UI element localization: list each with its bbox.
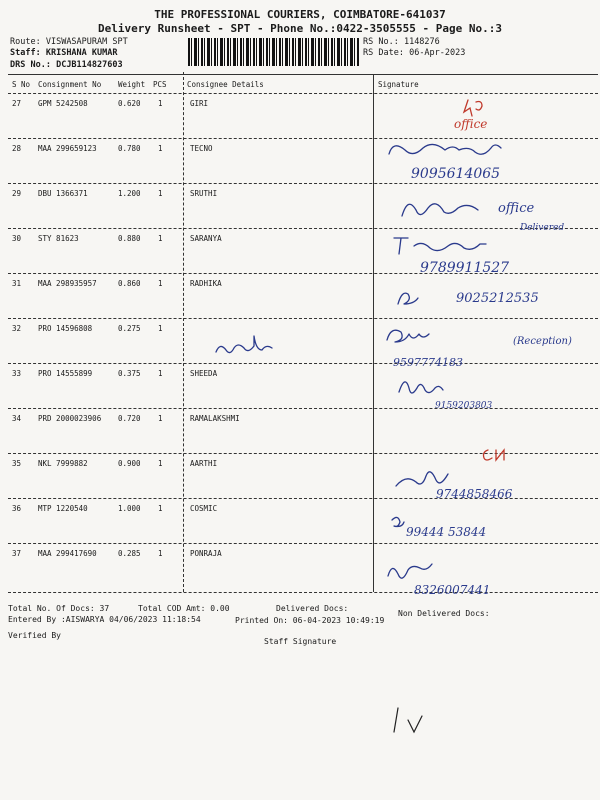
total-cod: Total COD Amt: 0.00 <box>138 604 230 613</box>
row-pcs: 1 <box>158 459 163 468</box>
row-sno: 28 <box>12 144 22 153</box>
row-consignee: RADHIKA <box>190 279 222 288</box>
staff-line: Staff: KRISHANA KUMAR <box>10 48 118 58</box>
row32-phone: 9597774183 <box>393 356 463 369</box>
row-pcs: 1 <box>158 144 163 153</box>
row-pcs: 1 <box>158 279 163 288</box>
row-weight: 0.860 <box>118 279 141 288</box>
row-pcs: 1 <box>158 324 163 333</box>
total-docs: Total No. Of Docs: 37 <box>8 604 110 613</box>
company-title: THE PROFESSIONAL COURIERS, COIMBATORE-641037 <box>154 8 446 21</box>
delivered-docs: Delivered Docs: <box>276 604 349 613</box>
row-consignee: SRUTHI <box>190 189 218 198</box>
row-weight: 0.880 <box>118 234 141 243</box>
row-weight: 0.275 <box>118 324 141 333</box>
row-sno: 34 <box>12 414 22 423</box>
row29-office-note: office <box>498 201 535 216</box>
row-weight: 0.620 <box>118 99 141 108</box>
row-sno: 30 <box>12 234 22 243</box>
rs-date-value: 06-Apr-2023 <box>409 48 466 58</box>
entered-by: Entered By :AISWARYA 04/06/2023 11:18:54 <box>8 615 201 624</box>
row-consignment: PRD 2000023906 <box>38 414 102 423</box>
row-consignee: PONRAJA <box>190 549 222 558</box>
row-consignee: TECNO <box>190 144 213 153</box>
row31-signature <box>392 282 582 318</box>
row-consignee: RAMALAKSHMI <box>190 414 240 423</box>
row-pcs: 1 <box>158 99 163 108</box>
row36-phone: 99444 53844 <box>406 525 487 539</box>
col-signature: Signature <box>378 80 419 89</box>
row-pcs: 1 <box>158 369 163 378</box>
row32-signature <box>383 322 583 372</box>
row-sno: 31 <box>12 279 22 288</box>
drs-line: DRS No.: DCJB114827603 <box>10 60 123 70</box>
col-details: Consignee Details <box>187 80 264 89</box>
col-consignment: Consignment No <box>38 80 102 89</box>
row-weight: 0.900 <box>118 459 141 468</box>
row-consignment: MAA 299659123 <box>38 144 97 153</box>
page-mark <box>392 706 442 738</box>
barcode <box>188 38 360 66</box>
row28-signature <box>385 140 575 186</box>
row-weight: 0.720 <box>118 414 141 423</box>
row-consignee: COSMIC <box>190 504 218 513</box>
row-consignee: GIRI <box>190 99 209 108</box>
row33-signature <box>395 374 555 414</box>
row-consignee: AARTHI <box>190 459 218 468</box>
row-weight: 1.000 <box>118 504 141 513</box>
table-top-rule <box>8 74 598 75</box>
row-sno: 29 <box>12 189 22 198</box>
row35-phone: 9744858466 <box>436 487 513 501</box>
row-consignee: SARANYA <box>190 234 222 243</box>
route-line: Route: VISWASAPURAM SPT <box>10 37 128 47</box>
rs-date-line: RS Date: 06-Apr-2023 <box>363 48 466 58</box>
row-sno: 35 <box>12 459 22 468</box>
runsheet-subtitle: Delivery Runsheet - SPT - Phone No.:0422-3505555 - Page No.:3 <box>98 22 502 35</box>
row30-signature <box>390 232 580 278</box>
row-consignment: DBU 1366371 <box>38 189 88 198</box>
staff-value: KRISHANA KUMAR <box>45 48 118 58</box>
header-rule <box>8 93 598 94</box>
non-delivered-docs: Non Delivered Docs: <box>398 609 490 618</box>
row-sno: 37 <box>12 549 22 558</box>
row27-signature <box>440 98 530 134</box>
row-sno: 27 <box>12 99 22 108</box>
signature-divider <box>373 74 374 592</box>
row-pcs: 1 <box>158 549 163 558</box>
row37-signature <box>384 556 554 602</box>
staff-signature-label: Staff Signature <box>264 637 337 646</box>
row-consignment: PRO 14596808 <box>38 324 93 333</box>
row-weight: 0.285 <box>118 549 141 558</box>
row30-phone: 9789911527 <box>420 260 510 276</box>
verified-by: Verified By <box>8 631 61 640</box>
printed-on: Printed On: 06-04-2023 10:49:19 <box>235 616 385 625</box>
row29-delivered-note: Delivered <box>520 223 565 233</box>
row-pcs: 1 <box>158 234 163 243</box>
row32-consignee-sign <box>212 336 292 364</box>
row-consignment: NKL 7999882 <box>38 459 88 468</box>
row-sno: 32 <box>12 324 22 333</box>
row-consignment: MTP 1220540 <box>38 504 88 513</box>
row-sno: 36 <box>12 504 22 513</box>
row29-signature <box>398 190 588 236</box>
rs-no-value: 1148276 <box>403 37 440 47</box>
row-pcs: 1 <box>158 189 163 198</box>
row35-signature <box>392 448 582 506</box>
row-consignment: MAA 299417690 <box>38 549 97 558</box>
row-pcs: 1 <box>158 414 163 423</box>
row-divider <box>8 318 598 319</box>
row-consignment: GPM 5242508 <box>38 99 88 108</box>
row-pcs: 1 <box>158 504 163 513</box>
row37-phone: 8326007441 <box>414 583 491 597</box>
row-consignee: SHEEDA <box>190 369 218 378</box>
row-weight: 0.375 <box>118 369 141 378</box>
row-consignment: MAA 298935957 <box>38 279 97 288</box>
col-sno: S No <box>12 80 31 89</box>
row-divider <box>8 138 598 139</box>
row-sno: 33 <box>12 369 22 378</box>
row36-signature <box>386 512 556 554</box>
row33-phone: 9159203803 <box>435 401 493 411</box>
row31-phone: 9025212535 <box>456 291 539 306</box>
rs-no-line: RS No.: 1148276 <box>363 37 440 47</box>
col-pcs: PCS <box>153 80 167 89</box>
drs-value: DCJB114827603 <box>56 60 123 70</box>
row27-office-note: office <box>454 117 488 131</box>
row-weight: 1.200 <box>118 189 141 198</box>
col-weight: Weight <box>118 80 146 89</box>
row-consignment: PRO 14555899 <box>38 369 93 378</box>
row-consignment: STY 81623 <box>38 234 79 243</box>
row28-phone: 9095614065 <box>411 166 501 182</box>
row-weight: 0.780 <box>118 144 141 153</box>
row32-reception-note: (Reception) <box>513 336 572 347</box>
route-value: VISWASAPURAM SPT <box>45 37 128 47</box>
details-divider <box>183 72 184 592</box>
